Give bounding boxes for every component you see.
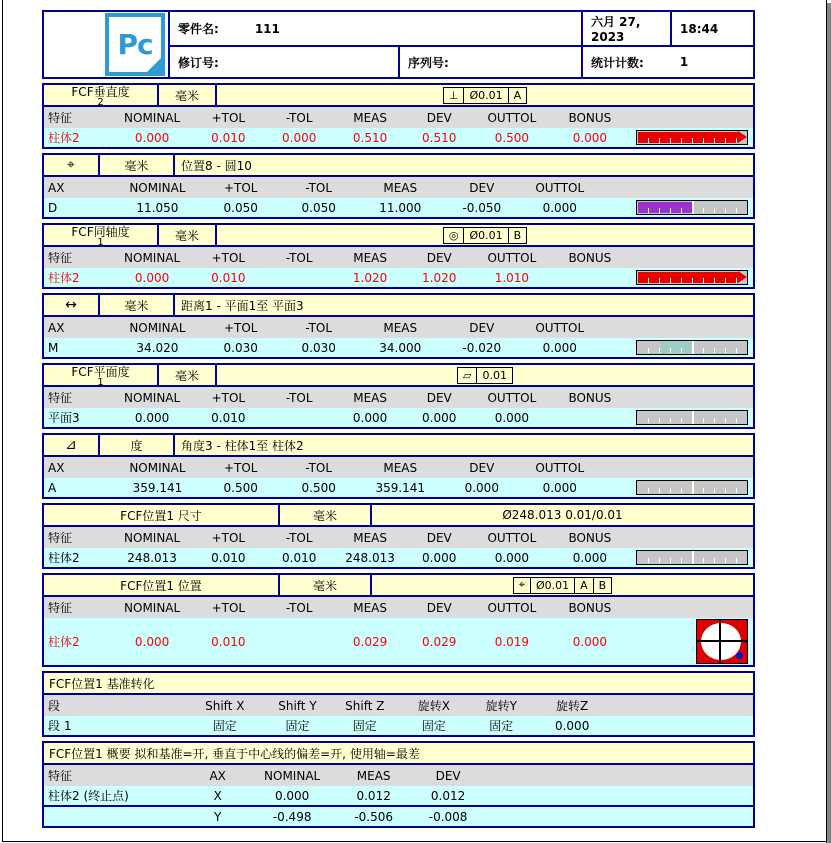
section-title: FCF位置1 尺寸 bbox=[44, 505, 280, 525]
value-dev: 0.000 bbox=[464, 480, 499, 495]
fcf-cell bbox=[217, 365, 753, 385]
value-ax: X bbox=[213, 788, 222, 803]
title-text: FCF平面度 bbox=[71, 365, 130, 379]
col-mtol: -TOL bbox=[285, 530, 313, 545]
fcf-frame bbox=[443, 87, 527, 104]
col-outtol: OUTTOL bbox=[487, 530, 537, 545]
col-meas: MEAS bbox=[356, 768, 391, 783]
table-row bbox=[44, 128, 753, 147]
value-mtol: 0.000 bbox=[282, 130, 317, 145]
value-shift-z: 固定 bbox=[352, 719, 377, 733]
col-ptol: +TOL bbox=[223, 180, 258, 195]
value-dev: 0.012 bbox=[430, 788, 466, 803]
value-dev: 0.000 bbox=[422, 410, 457, 425]
table-row bbox=[44, 478, 753, 497]
fcf-cell bbox=[372, 575, 753, 595]
page-edge-left bbox=[2, 0, 3, 842]
section-title: FCF位置1 概要 拟和基准=开, 垂直于中心线的偏差=开, 使用轴=最差 bbox=[49, 746, 420, 761]
value-mtol: 0.030 bbox=[301, 340, 336, 355]
value-outtol: 0.000 bbox=[542, 480, 577, 495]
col-meas: MEAS bbox=[383, 320, 418, 335]
bar-cell bbox=[629, 408, 753, 427]
spacer bbox=[611, 716, 753, 735]
col-bar-spacer bbox=[601, 177, 753, 198]
column-header-row bbox=[44, 597, 753, 618]
deviation-bar-negative bbox=[636, 200, 748, 215]
value-meas: 11.000 bbox=[379, 200, 422, 215]
value-meas: 1.020 bbox=[352, 270, 388, 285]
fcf-cell bbox=[217, 225, 753, 245]
column-header-row bbox=[44, 765, 753, 786]
value-outtol: 0.019 bbox=[494, 634, 530, 649]
title-text: FCF垂直度 bbox=[71, 85, 130, 99]
page-edge-bottom bbox=[2, 841, 827, 842]
fcf-tolerance: Ø0.01 bbox=[531, 578, 575, 593]
report-time: 18:44 bbox=[680, 21, 719, 36]
unit-label: 毫米 bbox=[100, 155, 175, 175]
unit-label: 毫米 bbox=[280, 575, 372, 595]
col-nominal: NOMINAL bbox=[124, 110, 181, 125]
value-ptol: 0.010 bbox=[211, 410, 246, 425]
col-nominal: NOMINAL bbox=[124, 390, 181, 405]
col-ptol: +TOL bbox=[211, 530, 246, 545]
value-shift-y: 固定 bbox=[285, 719, 310, 733]
col-shift-z: Shift Z bbox=[345, 698, 385, 713]
value-dev: 0.510 bbox=[422, 130, 457, 145]
serial-cell bbox=[400, 47, 583, 77]
header-fields bbox=[170, 12, 753, 77]
plot-crosshair-v bbox=[719, 620, 721, 663]
page-edge-shadow bbox=[827, 3, 831, 843]
serial-label: 序列号: bbox=[408, 55, 449, 70]
col-dev: DEV bbox=[426, 530, 452, 545]
col-bonus: BONUS bbox=[568, 250, 612, 265]
feature-name: 柱体2 bbox=[48, 131, 80, 145]
col-feature: 特征 bbox=[48, 251, 73, 265]
value-mtol bbox=[264, 618, 335, 665]
unit-label: 毫米 bbox=[159, 85, 217, 105]
col-shift-x: Shift X bbox=[205, 698, 245, 713]
col-ax: AX bbox=[48, 180, 65, 195]
column-header-row bbox=[44, 527, 753, 548]
col-ptol: +TOL bbox=[211, 600, 246, 615]
segment-name: 段 1 bbox=[48, 719, 72, 733]
col-mtol: -TOL bbox=[305, 180, 333, 195]
bar-cell bbox=[629, 548, 753, 567]
pcdmis-report bbox=[42, 10, 755, 828]
section-flatness bbox=[42, 363, 755, 429]
unit-label: 毫米 bbox=[100, 295, 175, 315]
col-nominal: NOMINAL bbox=[129, 460, 186, 475]
value-mtol: 0.500 bbox=[301, 480, 336, 495]
value-rotate-x: 固定 bbox=[421, 719, 446, 733]
logo-cell bbox=[44, 12, 170, 77]
col-bar-spacer bbox=[629, 247, 753, 268]
col-feature: 特征 bbox=[48, 111, 73, 125]
fcf-datum: A bbox=[513, 88, 522, 102]
value-nominal: -0.498 bbox=[272, 809, 312, 824]
value-dev: -0.050 bbox=[462, 200, 502, 215]
deviation-bar-negative bbox=[636, 340, 748, 355]
report-header bbox=[42, 10, 755, 79]
section-title: FCF位置1 基准转化 bbox=[49, 676, 155, 691]
value-nominal: 248.013 bbox=[127, 550, 177, 565]
dimension-description: 位置8 - 圆10 bbox=[181, 158, 252, 173]
col-rotate-x: 旋转X bbox=[417, 699, 451, 713]
stats-count-cell bbox=[583, 47, 753, 77]
value-nominal: 0.000 bbox=[274, 788, 310, 803]
value-outtol: 0.000 bbox=[494, 550, 530, 565]
col-dev: DEV bbox=[426, 390, 452, 405]
value-bonus: 0.000 bbox=[572, 550, 608, 565]
column-header-row bbox=[44, 247, 753, 268]
value-dev: -0.008 bbox=[428, 809, 468, 824]
fcf-size-text: Ø248.013 0.01/0.01 bbox=[502, 508, 623, 522]
part-name-cell bbox=[170, 12, 583, 45]
col-dev: DEV bbox=[469, 460, 495, 475]
col-dev: DEV bbox=[426, 250, 452, 265]
bar-cell bbox=[629, 128, 753, 147]
value-dev: 1.020 bbox=[422, 270, 457, 285]
feature-name: 柱体2 (终止点) bbox=[48, 789, 129, 803]
bar-cell bbox=[629, 268, 753, 287]
col-dev: DEV bbox=[426, 600, 452, 615]
perpendicularity-symbol-icon: ⊥ bbox=[444, 88, 465, 103]
col-outtol: OUTTOL bbox=[535, 460, 585, 475]
deviation-bar-empty bbox=[636, 410, 748, 425]
unit-label: 度 bbox=[100, 435, 175, 455]
section-title: FCF位置1 位置 bbox=[44, 575, 280, 595]
table-row bbox=[44, 716, 753, 735]
feature-name: 平面3 bbox=[48, 411, 80, 425]
deviation-bar-empty bbox=[636, 480, 748, 495]
value-meas: 0.029 bbox=[352, 634, 388, 649]
dimension-description: 角度3 - 柱体1至 柱体2 bbox=[181, 438, 304, 453]
section-position1-location bbox=[42, 573, 755, 667]
value-outtol: 0.000 bbox=[542, 340, 577, 355]
table-row bbox=[44, 408, 753, 427]
col-feature: 特征 bbox=[48, 391, 73, 405]
value-meas: 248.013 bbox=[345, 550, 395, 565]
value-ptol: 0.010 bbox=[211, 634, 246, 649]
bar-cell bbox=[601, 478, 753, 497]
column-header-row bbox=[44, 695, 753, 716]
col-ptol: +TOL bbox=[211, 110, 246, 125]
feature-name: 柱体2 bbox=[48, 551, 80, 565]
stats-count-label: 统计计数: bbox=[591, 55, 644, 70]
col-mtol: -TOL bbox=[285, 250, 313, 265]
col-rotate-z: 旋转Z bbox=[556, 699, 589, 713]
col-meas: MEAS bbox=[353, 110, 387, 125]
position-plot-icon bbox=[696, 619, 748, 664]
col-dev: DEV bbox=[469, 180, 495, 195]
col-feature: 特征 bbox=[48, 769, 73, 783]
col-bonus: BONUS bbox=[568, 600, 612, 615]
col-dev: DEV bbox=[469, 320, 495, 335]
col-bar-spacer bbox=[629, 107, 753, 128]
section-title bbox=[44, 85, 159, 105]
table-row bbox=[44, 618, 753, 665]
value-outtol: 1.010 bbox=[494, 270, 530, 285]
value-bonus bbox=[551, 408, 629, 427]
col-nominal: NOMINAL bbox=[264, 768, 321, 783]
revision-label: 修订号: bbox=[178, 55, 219, 70]
fcf-frame bbox=[457, 367, 513, 384]
fcf-cell bbox=[217, 85, 753, 105]
col-meas: MEAS bbox=[353, 250, 387, 265]
section-angle bbox=[42, 433, 755, 499]
col-shift-y: Shift Y bbox=[278, 698, 317, 713]
col-bar-spacer bbox=[629, 527, 753, 548]
section-position1-size bbox=[42, 503, 755, 569]
section-position1-summary bbox=[42, 741, 755, 828]
value-dev: 0.000 bbox=[422, 550, 457, 565]
logo-fold-corner-icon bbox=[147, 58, 161, 72]
col-outtol: OUTTOL bbox=[535, 180, 585, 195]
spacer bbox=[484, 786, 753, 805]
distance-symbol-icon: ↔ bbox=[44, 295, 100, 315]
col-nominal: NOMINAL bbox=[129, 320, 186, 335]
col-bonus: BONUS bbox=[568, 110, 612, 125]
col-meas: MEAS bbox=[353, 390, 387, 405]
col-bar-spacer bbox=[601, 317, 753, 338]
col-feature: 特征 bbox=[48, 531, 73, 545]
fcf-tolerance: Ø0.01 bbox=[464, 228, 508, 243]
col-mtol: -TOL bbox=[305, 460, 333, 475]
col-ptol: +TOL bbox=[223, 460, 258, 475]
section-title bbox=[44, 365, 159, 385]
axis-name: D bbox=[48, 200, 58, 215]
value-nominal: 359.141 bbox=[132, 480, 183, 495]
value-nominal: 0.000 bbox=[134, 634, 170, 649]
value-mtol: 0.010 bbox=[282, 550, 317, 565]
col-ptol: +TOL bbox=[211, 250, 246, 265]
section-position8 bbox=[42, 153, 755, 219]
value-dev: -0.020 bbox=[462, 340, 502, 355]
value-meas: -0.506 bbox=[354, 809, 393, 824]
column-header-row bbox=[44, 107, 753, 128]
value-outtol: 0.500 bbox=[494, 130, 530, 145]
col-dev: DEV bbox=[435, 768, 461, 783]
value-bonus bbox=[551, 268, 629, 287]
col-bonus: BONUS bbox=[568, 530, 612, 545]
coaxiality-symbol-icon: ◎ bbox=[444, 228, 465, 243]
dimension-description: 距离1 - 平面1至 平面3 bbox=[181, 298, 304, 313]
feature-name: 柱体2 bbox=[48, 271, 80, 285]
deviation-bar-empty bbox=[636, 550, 748, 565]
value-nominal: 0.000 bbox=[134, 130, 170, 145]
fcf-tolerance: Ø0.01 bbox=[464, 88, 508, 103]
value-nominal: 0.000 bbox=[134, 270, 170, 285]
value-bonus: 0.000 bbox=[572, 130, 608, 145]
axis-name: M bbox=[48, 340, 59, 355]
col-bar-spacer bbox=[601, 457, 753, 478]
col-spacer bbox=[484, 765, 753, 786]
col-nominal: NOMINAL bbox=[124, 250, 181, 265]
section-datum-shift bbox=[42, 671, 755, 737]
value-meas: 34.000 bbox=[379, 340, 422, 355]
section-coaxiality bbox=[42, 223, 755, 289]
unit-label: 毫米 bbox=[159, 225, 217, 245]
value-ptol: 0.010 bbox=[211, 130, 246, 145]
col-bar-spacer bbox=[629, 597, 753, 618]
value-mtol bbox=[264, 268, 335, 287]
value-outtol: 0.000 bbox=[494, 410, 530, 425]
column-header-row bbox=[44, 387, 753, 408]
value-bonus: 0.000 bbox=[572, 634, 608, 649]
col-mtol: -TOL bbox=[285, 110, 313, 125]
value-ptol: 0.050 bbox=[223, 200, 258, 215]
value-mtol bbox=[264, 408, 335, 427]
value-nominal: 0.000 bbox=[134, 410, 170, 425]
table-row bbox=[44, 807, 753, 826]
table-row bbox=[44, 198, 753, 217]
part-name-value: 111 bbox=[254, 21, 280, 36]
title-subscript: 1 bbox=[97, 237, 104, 245]
column-header-row bbox=[44, 177, 753, 198]
stats-count-value: 1 bbox=[679, 55, 689, 69]
fcf-frame bbox=[513, 577, 612, 594]
col-nominal: NOMINAL bbox=[124, 530, 181, 545]
table-row bbox=[44, 786, 753, 805]
unit-label: 毫米 bbox=[280, 505, 372, 525]
fcf-datum: B bbox=[513, 228, 522, 242]
col-bar-spacer bbox=[629, 387, 753, 408]
value-dev: 0.029 bbox=[422, 634, 457, 649]
col-meas: MEAS bbox=[383, 180, 418, 195]
table-row bbox=[44, 338, 753, 357]
bar-cell bbox=[601, 198, 753, 217]
value-mtol: 0.050 bbox=[301, 200, 336, 215]
report-date: 六月 27, 2023 bbox=[583, 12, 672, 45]
title-subscript: 2 bbox=[97, 97, 104, 105]
fcf-frame bbox=[443, 227, 527, 244]
plot-point bbox=[736, 652, 743, 659]
col-outtol: OUTTOL bbox=[487, 390, 537, 405]
title-text: FCF同轴度 bbox=[71, 225, 130, 239]
col-outtol: OUTTOL bbox=[487, 250, 537, 265]
section-title bbox=[44, 225, 159, 245]
value-rotate-y: 固定 bbox=[489, 719, 514, 733]
deviation-bar-outtol bbox=[636, 130, 748, 145]
axis-name: A bbox=[48, 480, 57, 495]
value-ptol: 0.500 bbox=[223, 480, 258, 495]
col-outtol: OUTTOL bbox=[487, 110, 537, 125]
col-bonus: BONUS bbox=[568, 390, 612, 405]
position-symbol-icon: ⌖ bbox=[44, 155, 100, 175]
feature-name: 柱体2 bbox=[48, 635, 80, 649]
column-header-row bbox=[44, 317, 753, 338]
col-nominal: NOMINAL bbox=[124, 600, 181, 615]
value-meas: 0.012 bbox=[356, 788, 391, 803]
section-distance bbox=[42, 293, 755, 359]
revision-cell bbox=[170, 47, 400, 77]
col-segment: 段 bbox=[48, 699, 61, 713]
value-ptol: 0.010 bbox=[211, 270, 246, 285]
flatness-symbol-icon: ▱ bbox=[458, 368, 477, 383]
fcf-tolerance: 0.01 bbox=[482, 368, 507, 382]
col-ax: AX bbox=[209, 768, 226, 783]
title-subscript: 1 bbox=[97, 377, 104, 385]
col-meas: MEAS bbox=[353, 600, 387, 615]
plot-crosshair-h bbox=[697, 640, 747, 642]
value-meas: 0.510 bbox=[352, 130, 388, 145]
unit-label: 毫米 bbox=[159, 365, 217, 385]
value-ax: Y bbox=[214, 809, 222, 824]
table-row bbox=[44, 548, 753, 567]
logo-text: Pc bbox=[117, 28, 153, 61]
col-meas: MEAS bbox=[353, 530, 387, 545]
col-ptol: +TOL bbox=[211, 390, 246, 405]
deviation-bar-outtol bbox=[636, 270, 748, 285]
col-spacer bbox=[611, 695, 753, 716]
col-outtol: OUTTOL bbox=[487, 600, 537, 615]
value-ptol: 0.030 bbox=[223, 340, 258, 355]
spacer bbox=[484, 807, 753, 826]
col-dev: DEV bbox=[426, 110, 452, 125]
part-name-label: 零件名: bbox=[178, 22, 219, 36]
value-nominal: 34.020 bbox=[136, 340, 179, 355]
angle-symbol-icon: ⊿ bbox=[44, 435, 100, 455]
bar-cell bbox=[629, 618, 753, 665]
col-feature: 特征 bbox=[48, 601, 73, 615]
col-mtol: -TOL bbox=[285, 390, 313, 405]
col-ptol: +TOL bbox=[223, 320, 258, 335]
col-ax: AX bbox=[48, 320, 65, 335]
feature-name bbox=[44, 807, 186, 826]
value-outtol: 0.000 bbox=[542, 200, 577, 215]
value-rotate-z: 0.000 bbox=[554, 718, 590, 733]
bar-cell bbox=[601, 338, 753, 357]
column-header-row bbox=[44, 457, 753, 478]
col-rotate-y: 旋转Y bbox=[485, 699, 517, 713]
section-perpendicularity bbox=[42, 83, 755, 149]
col-meas: MEAS bbox=[383, 460, 418, 475]
col-nominal: NOMINAL bbox=[129, 180, 186, 195]
fcf-datum-b: B bbox=[598, 578, 607, 592]
col-mtol: -TOL bbox=[305, 320, 333, 335]
true-position-symbol-icon: ⌖ bbox=[514, 578, 531, 593]
col-ax: AX bbox=[48, 460, 65, 475]
value-shift-x: 固定 bbox=[212, 719, 237, 733]
value-meas: 0.000 bbox=[352, 410, 388, 425]
value-nominal: 11.050 bbox=[136, 200, 179, 215]
pcdmis-logo-icon bbox=[105, 13, 165, 76]
col-outtol: OUTTOL bbox=[535, 320, 585, 335]
fcf-datum-a: A bbox=[575, 578, 594, 593]
table-row bbox=[44, 268, 753, 287]
col-mtol: -TOL bbox=[285, 600, 313, 615]
value-ptol: 0.010 bbox=[211, 550, 246, 565]
value-meas: 359.141 bbox=[375, 480, 426, 495]
